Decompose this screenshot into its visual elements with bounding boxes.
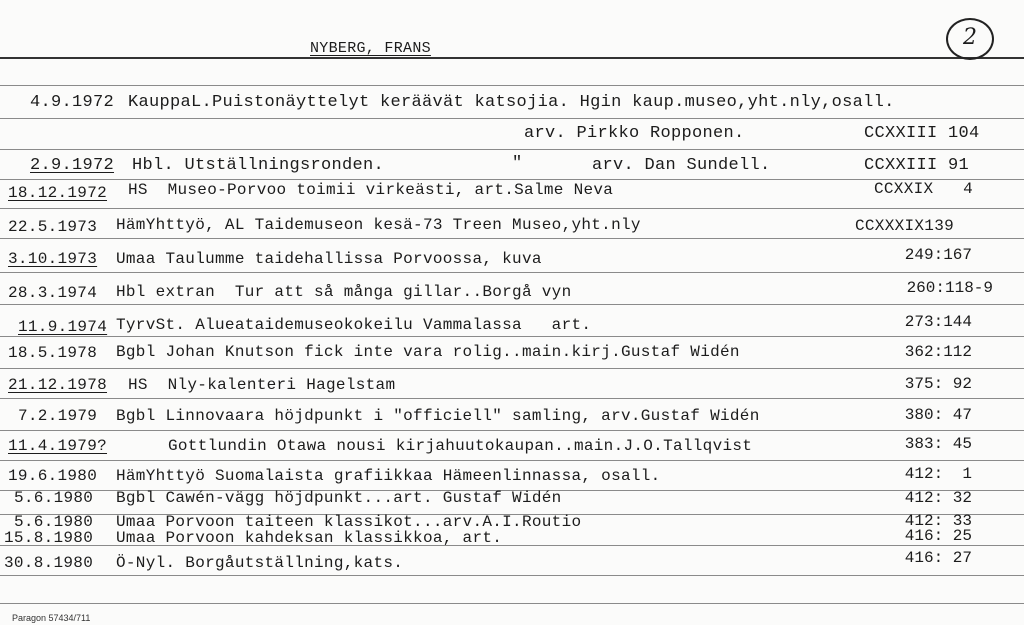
rule: [0, 368, 1024, 369]
card-number: 2: [946, 18, 994, 60]
entry-ref: 416: 27: [904, 549, 972, 567]
entry-ref: 375: 92: [904, 375, 972, 393]
entry-date: 18.12.1972: [8, 184, 108, 202]
header-rule: [0, 57, 1024, 59]
entry-text: Umaa Taulumme taidehallissa Porvoossa, kuva: [116, 250, 542, 268]
entry-text: Umaa Porvoon taiteen klassikot...arv.A.I.Routio: [116, 513, 582, 531]
entry-date: 3.10.1973: [8, 250, 98, 268]
entry-date: 28.3.1974: [8, 284, 98, 302]
rule: [0, 398, 1024, 399]
entry-text: TyrvSt. Alueataidemuseokokeilu Vammalassa art.: [116, 316, 592, 334]
entry-date: 19.6.1980: [8, 467, 98, 485]
entry-ref: 383: 45: [904, 435, 972, 453]
entry-date: 21.12.1978: [8, 376, 108, 394]
entry-ref: 412: 33: [904, 512, 972, 530]
rule: [0, 238, 1024, 239]
entry-ref: 380: 47: [904, 406, 972, 424]
card-printer-mark: Paragon 57434/711: [12, 613, 91, 623]
entry-ref: CCXXIII 91: [864, 156, 970, 175]
entry-text: Bgbl Johan Knutson fick inte vara rolig..main.kirj.Gustaf Widén: [116, 343, 740, 361]
entry-date: 7.2.1979: [18, 407, 98, 425]
entry-text: Hbl extran Tur att så många gillar..Borgå vyn: [116, 283, 572, 301]
entry-ref: 412: 1: [904, 465, 972, 483]
entry-date: 5.6.1980: [14, 489, 94, 507]
entry-date: 11.9.1974: [18, 318, 108, 336]
entry-text: Bgbl Linnovaara höjdpunkt i "officiell" samling, arv.Gustaf Widén: [116, 407, 760, 425]
entry-date: 2.9.1972: [30, 156, 115, 175]
entry-text: HS Museo-Porvoo toimii virkeästi, art.Salme Neva: [128, 181, 614, 199]
entry-ref: 249:167: [904, 246, 972, 264]
entry-text: Hbl. Utställningsronden.: [132, 156, 385, 175]
entry-ref: CCXXIX 4: [874, 180, 974, 198]
entry-text: Umaa Porvoon kahdeksan klassikkoa, art.: [116, 529, 503, 547]
entry-ref: 273:144: [904, 313, 972, 331]
entry-ref: 416: 25: [904, 527, 972, 545]
rule: [0, 575, 1024, 576]
rule: [0, 118, 1024, 119]
rule: [0, 179, 1024, 180]
entry-date: 30.8.1980: [4, 554, 94, 572]
rule: [0, 149, 1024, 150]
entry-text: KauppaL.Puistonäyttelyt keräävät katsojia. Hgin kaup.museo,yht.nly,osall.: [128, 93, 895, 112]
rule: [0, 304, 1024, 305]
rule: [0, 85, 1024, 86]
entry-ref: CCXXIII 104: [864, 124, 980, 143]
entry-date: 15.8.1980: [4, 529, 94, 547]
entry-ref: CCXXXIX139: [855, 217, 955, 235]
rule: [0, 430, 1024, 431]
entry-ref: 412: 32: [904, 489, 972, 507]
entry-date: 18.5.1978: [8, 344, 98, 362]
card-title: NYBERG, FRANS: [310, 40, 431, 57]
entry-text: arv. Dan Sundell.: [592, 156, 771, 175]
entry-ref: 362:112: [904, 343, 972, 361]
entry-date: 22.5.1973: [8, 218, 98, 236]
entry-text: Bgbl Cawén-vägg höjdpunkt...art. Gustaf Widén: [116, 489, 562, 507]
entry-text: arv. Pirkko Ropponen.: [524, 124, 745, 143]
ditto-mark: ": [512, 154, 523, 173]
rule: [0, 460, 1024, 461]
rule: [0, 272, 1024, 273]
rule: [0, 336, 1024, 337]
rule: [0, 208, 1024, 209]
rule: [0, 603, 1024, 604]
entry-ref: 260:118-9: [906, 279, 993, 297]
entry-text: Ö-Nyl. Borgåutställning,kats.: [116, 554, 404, 572]
entry-text: HämYhttyö, AL Taidemuseon kesä-73 Treen Museo,yht.nly: [116, 216, 641, 234]
entry-date: 11.4.1979?: [8, 437, 108, 455]
entry-text: Gottlundin Otawa nousi kirjahuutokaupan..main.J.O.Tallqvist: [168, 437, 753, 455]
entry-date: 5.6.1980: [14, 513, 94, 531]
entry-text: HämYhttyö Suomalaista grafiikkaa Hämeenlinnassa, osall.: [116, 467, 661, 485]
entry-date: 4.9.1972: [30, 93, 115, 112]
entry-text: HS Nly-kalenteri Hagelstam: [128, 376, 396, 394]
